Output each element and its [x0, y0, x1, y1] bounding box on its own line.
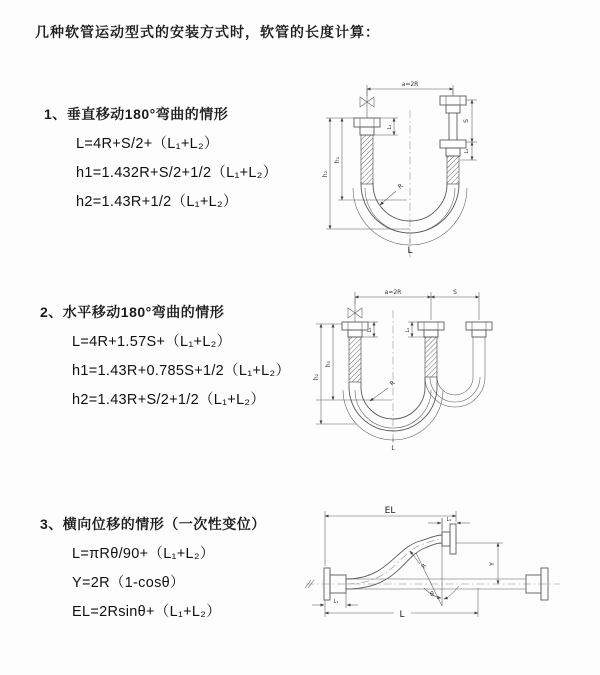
radius-leader [370, 379, 396, 401]
diagram-vertical-180-bend [310, 72, 600, 262]
section-1-formula-L: L=4R+S/2+（L₁+L₂） [76, 136, 219, 152]
dim-a-2r [367, 81, 453, 96]
dim-a-label: a=2R [401, 81, 419, 88]
dim-l1-left-fitting [362, 322, 378, 337]
radius-label: R [388, 379, 397, 388]
left-flange-assembly [354, 118, 380, 184]
dim-l1-upper-fitting [428, 517, 470, 530]
section-2-heading: 2、水平移动180°弯曲的情形 [40, 304, 225, 320]
dim-y-label: Y [489, 562, 496, 566]
valve-icon [348, 297, 362, 322]
dim-l2-label: L₂ [464, 148, 470, 154]
braided-hose-section [425, 337, 437, 377]
section-2-formula-h1: h1=1.43R+0.785S+1/2（L₁+L₂） [72, 363, 291, 379]
displaced-hose-curve [346, 535, 442, 589]
right-flange-assembly [466, 322, 492, 377]
middle-flange-assembly [418, 322, 444, 377]
section-3-heading: 3、横向位移的情形（一次性变位） [40, 516, 266, 532]
section-1-formula-h2: h2=1.43R+1/2（L₁+L₂） [76, 194, 238, 210]
left-flange-assembly [342, 322, 368, 382]
dim-l1-left-fitting [374, 118, 398, 135]
dim-a-label: a=2R [384, 289, 402, 296]
angle-theta-construction [416, 518, 459, 606]
dim-h1-label: h₁ [334, 156, 341, 164]
section-2-formula-h2: h2=1.43R+S/2+1/2（L₁+L₂） [72, 392, 266, 408]
dim-l1-label: L₁ [387, 124, 393, 130]
diagram-horizontal-180-bend [308, 282, 598, 467]
right-flange-assembly [440, 89, 466, 184]
dim-l1-left-fitting [312, 593, 358, 608]
dim-a-2r [355, 289, 479, 320]
dim-l1-upper-label: L₁ [446, 517, 452, 523]
length-label: L [407, 246, 413, 256]
section-1-formula-h1: h1=1.432R+S/2+1/2（L₁+L₂） [76, 165, 278, 181]
section-2-formula-L: L=4R+1.57S+（L₁+L₂） [72, 334, 232, 350]
braided-hose-section [361, 135, 373, 184]
diagram-lateral-displacement [298, 498, 598, 663]
section-3-formula-Y: Y=2R（1-cosθ） [72, 575, 185, 591]
dim-h2-label: h₂ [322, 170, 329, 178]
dim-l1-label: L₁ [367, 327, 373, 333]
dim-h1-label: h₁ [325, 360, 332, 368]
section-1-heading: 1、垂直移动180°弯曲的情形 [44, 106, 229, 122]
dim-h2-label: h₂ [313, 373, 320, 381]
dim-s-stroke [431, 289, 479, 297]
page-title: 几种软管运动型式的安装方式时，软管的长度计算： [35, 24, 380, 40]
dim-l2-label: L₂ [405, 327, 411, 333]
braided-hose-section [349, 337, 361, 382]
section-3-formula-L: L=πRθ/90+（L₁+L₂） [72, 546, 215, 562]
length-label: L [391, 445, 395, 452]
dim-s-label: S [463, 119, 470, 123]
section-2 [40, 302, 290, 413]
dim-y [456, 543, 503, 584]
dim-s-stroke [463, 100, 477, 142]
dim-l-label: L [399, 610, 405, 620]
dim-l1-bottom-label: L₁ [333, 599, 339, 605]
angle-theta-label: θ [430, 591, 434, 598]
section-3-formula-EL: EL=2Rsinθ+（L₁+L₂） [72, 604, 222, 620]
dim-l2-right-fitting [460, 142, 477, 160]
length-label-group [407, 239, 412, 256]
radius-leader [410, 551, 428, 570]
radius-label: R [420, 562, 429, 571]
radius-label: R [396, 182, 405, 191]
braided-hose-section [447, 156, 459, 184]
section-3 [40, 514, 266, 625]
valve-icon [360, 89, 374, 118]
section-1 [44, 104, 278, 215]
dim-l2-middle-fitting [405, 322, 425, 337]
radius-leader [380, 182, 404, 205]
dim-el-label: EL [384, 506, 396, 516]
dim-s-label: S [453, 289, 457, 296]
upper-flange-assembly [442, 524, 456, 554]
dim-l [325, 588, 478, 620]
